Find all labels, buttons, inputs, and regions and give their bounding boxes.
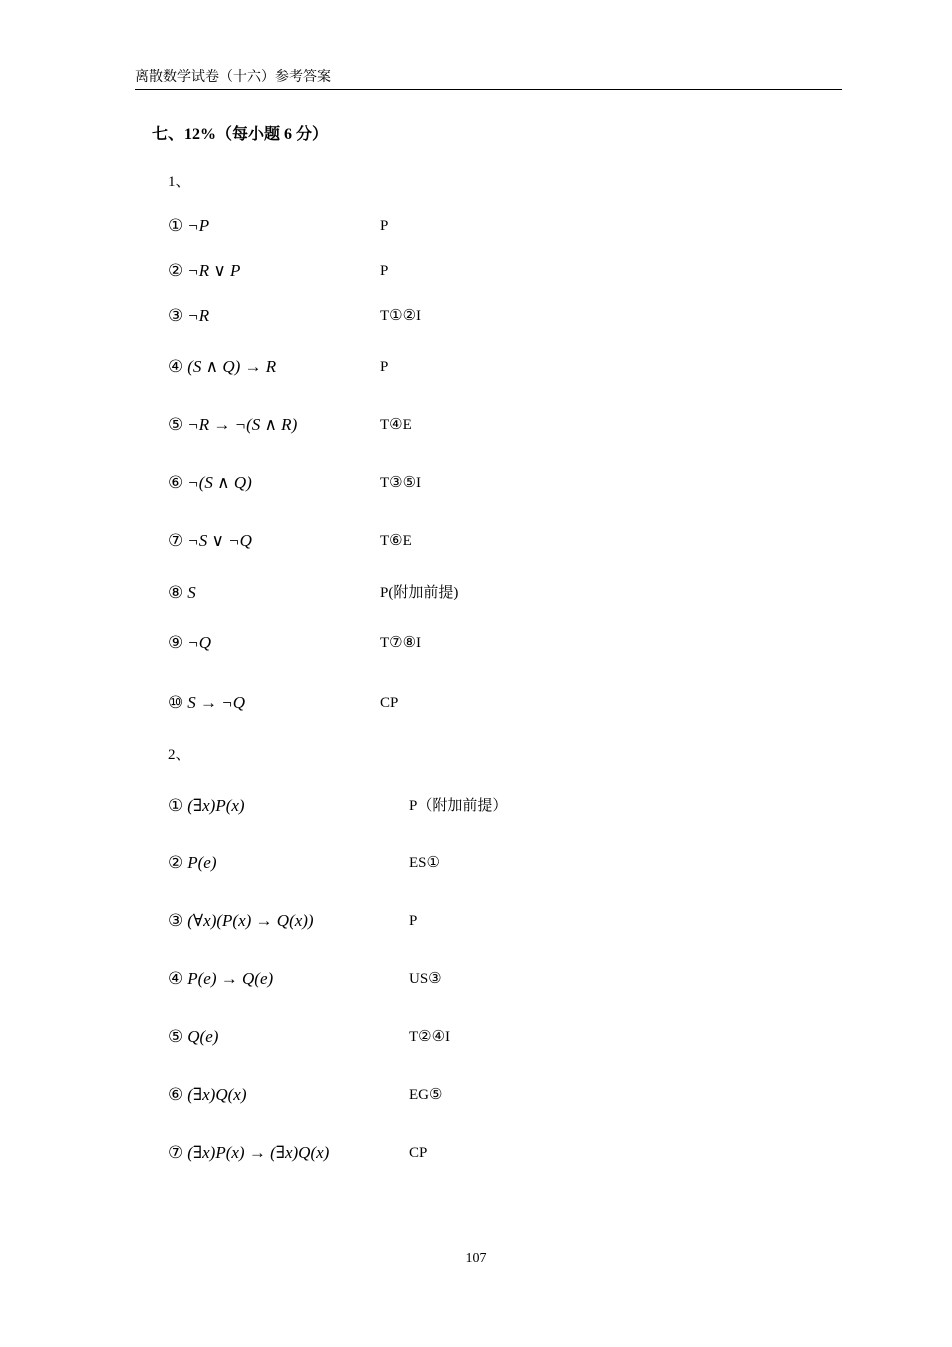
step-rule: T⑦⑧I — [380, 635, 422, 651]
proof-step-row — [0, 795, 952, 817]
step-rule: EG⑤ — [409, 1087, 443, 1103]
step-rule: P — [380, 263, 389, 279]
proof-step-row — [0, 632, 952, 654]
step-rule: T②④I — [409, 1029, 451, 1045]
step-formula: ② ¬R ∨ P — [168, 261, 241, 280]
step-formula: ⑦ ¬S ∨ ¬Q — [168, 531, 252, 550]
step-rule: T⑥E — [380, 533, 412, 549]
proof-step-row — [0, 414, 952, 436]
page-number: 107 — [465, 1251, 487, 1266]
proof-step-row — [0, 1026, 952, 1048]
step-formula: ④ P(e) → Q(e) — [168, 969, 274, 988]
step-formula: ⑤ Q(e) — [168, 1027, 219, 1046]
step-formula: ⑥ ¬(S ∧ Q) — [168, 473, 252, 492]
step-formula: ① ¬P — [168, 216, 210, 235]
step-rule: P(附加前提) — [380, 585, 459, 601]
step-formula: ⑩ S → ¬Q — [168, 693, 245, 712]
proof-step-row — [0, 852, 952, 874]
step-rule: CP — [380, 695, 399, 711]
proof-step-row — [0, 1084, 952, 1106]
proof-step-row — [0, 1142, 952, 1164]
step-rule: ES① — [409, 855, 440, 871]
step-rule: US③ — [409, 971, 442, 987]
step-formula: ① (∃x)P(x) — [168, 796, 245, 815]
proof-step-row — [0, 305, 952, 327]
step-formula: ② P(e) — [168, 853, 217, 872]
proof-step-row — [0, 260, 952, 282]
proof-step-row — [0, 215, 952, 237]
step-rule: CP — [409, 1145, 428, 1161]
step-formula: ④ (S ∧ Q) → R — [168, 357, 277, 376]
step-formula: ⑥ (∃x)Q(x) — [168, 1085, 247, 1104]
step-rule: P — [380, 218, 389, 234]
proof-step-row — [0, 692, 952, 714]
proof-step-row — [0, 530, 952, 552]
proof-step-row — [0, 582, 952, 604]
step-rule: T③⑤I — [380, 475, 422, 491]
step-formula: ③ ¬R — [168, 306, 210, 325]
step-formula: ⑨ ¬Q — [168, 633, 211, 652]
step-rule: T④E — [380, 417, 412, 433]
page-header — [135, 68, 842, 90]
step-rule: P（附加前提） — [409, 798, 508, 814]
step-rule: P — [409, 913, 418, 929]
section-title: 七、12%（每小题 6 分） — [152, 126, 329, 143]
step-formula: ⑤ ¬R → ¬(S ∧ R) — [168, 415, 298, 434]
header-title: 离散数学试卷（十六）参考答案 — [135, 70, 331, 85]
proof-step-row — [0, 356, 952, 378]
part-1-label: 1、 — [168, 174, 191, 190]
step-formula: ⑦ (∃x)P(x) → (∃x)Q(x) — [168, 1143, 330, 1162]
proof-step-row — [0, 472, 952, 494]
step-formula: ③ (∀x)(P(x) → Q(x)) — [168, 911, 314, 930]
proof-step-row — [0, 968, 952, 990]
part-2-label: 2、 — [168, 747, 191, 763]
step-rule: T①②I — [380, 308, 422, 324]
proof-step-row — [0, 910, 952, 932]
step-formula: ⑧ S — [168, 583, 196, 602]
step-rule: P — [380, 359, 389, 375]
